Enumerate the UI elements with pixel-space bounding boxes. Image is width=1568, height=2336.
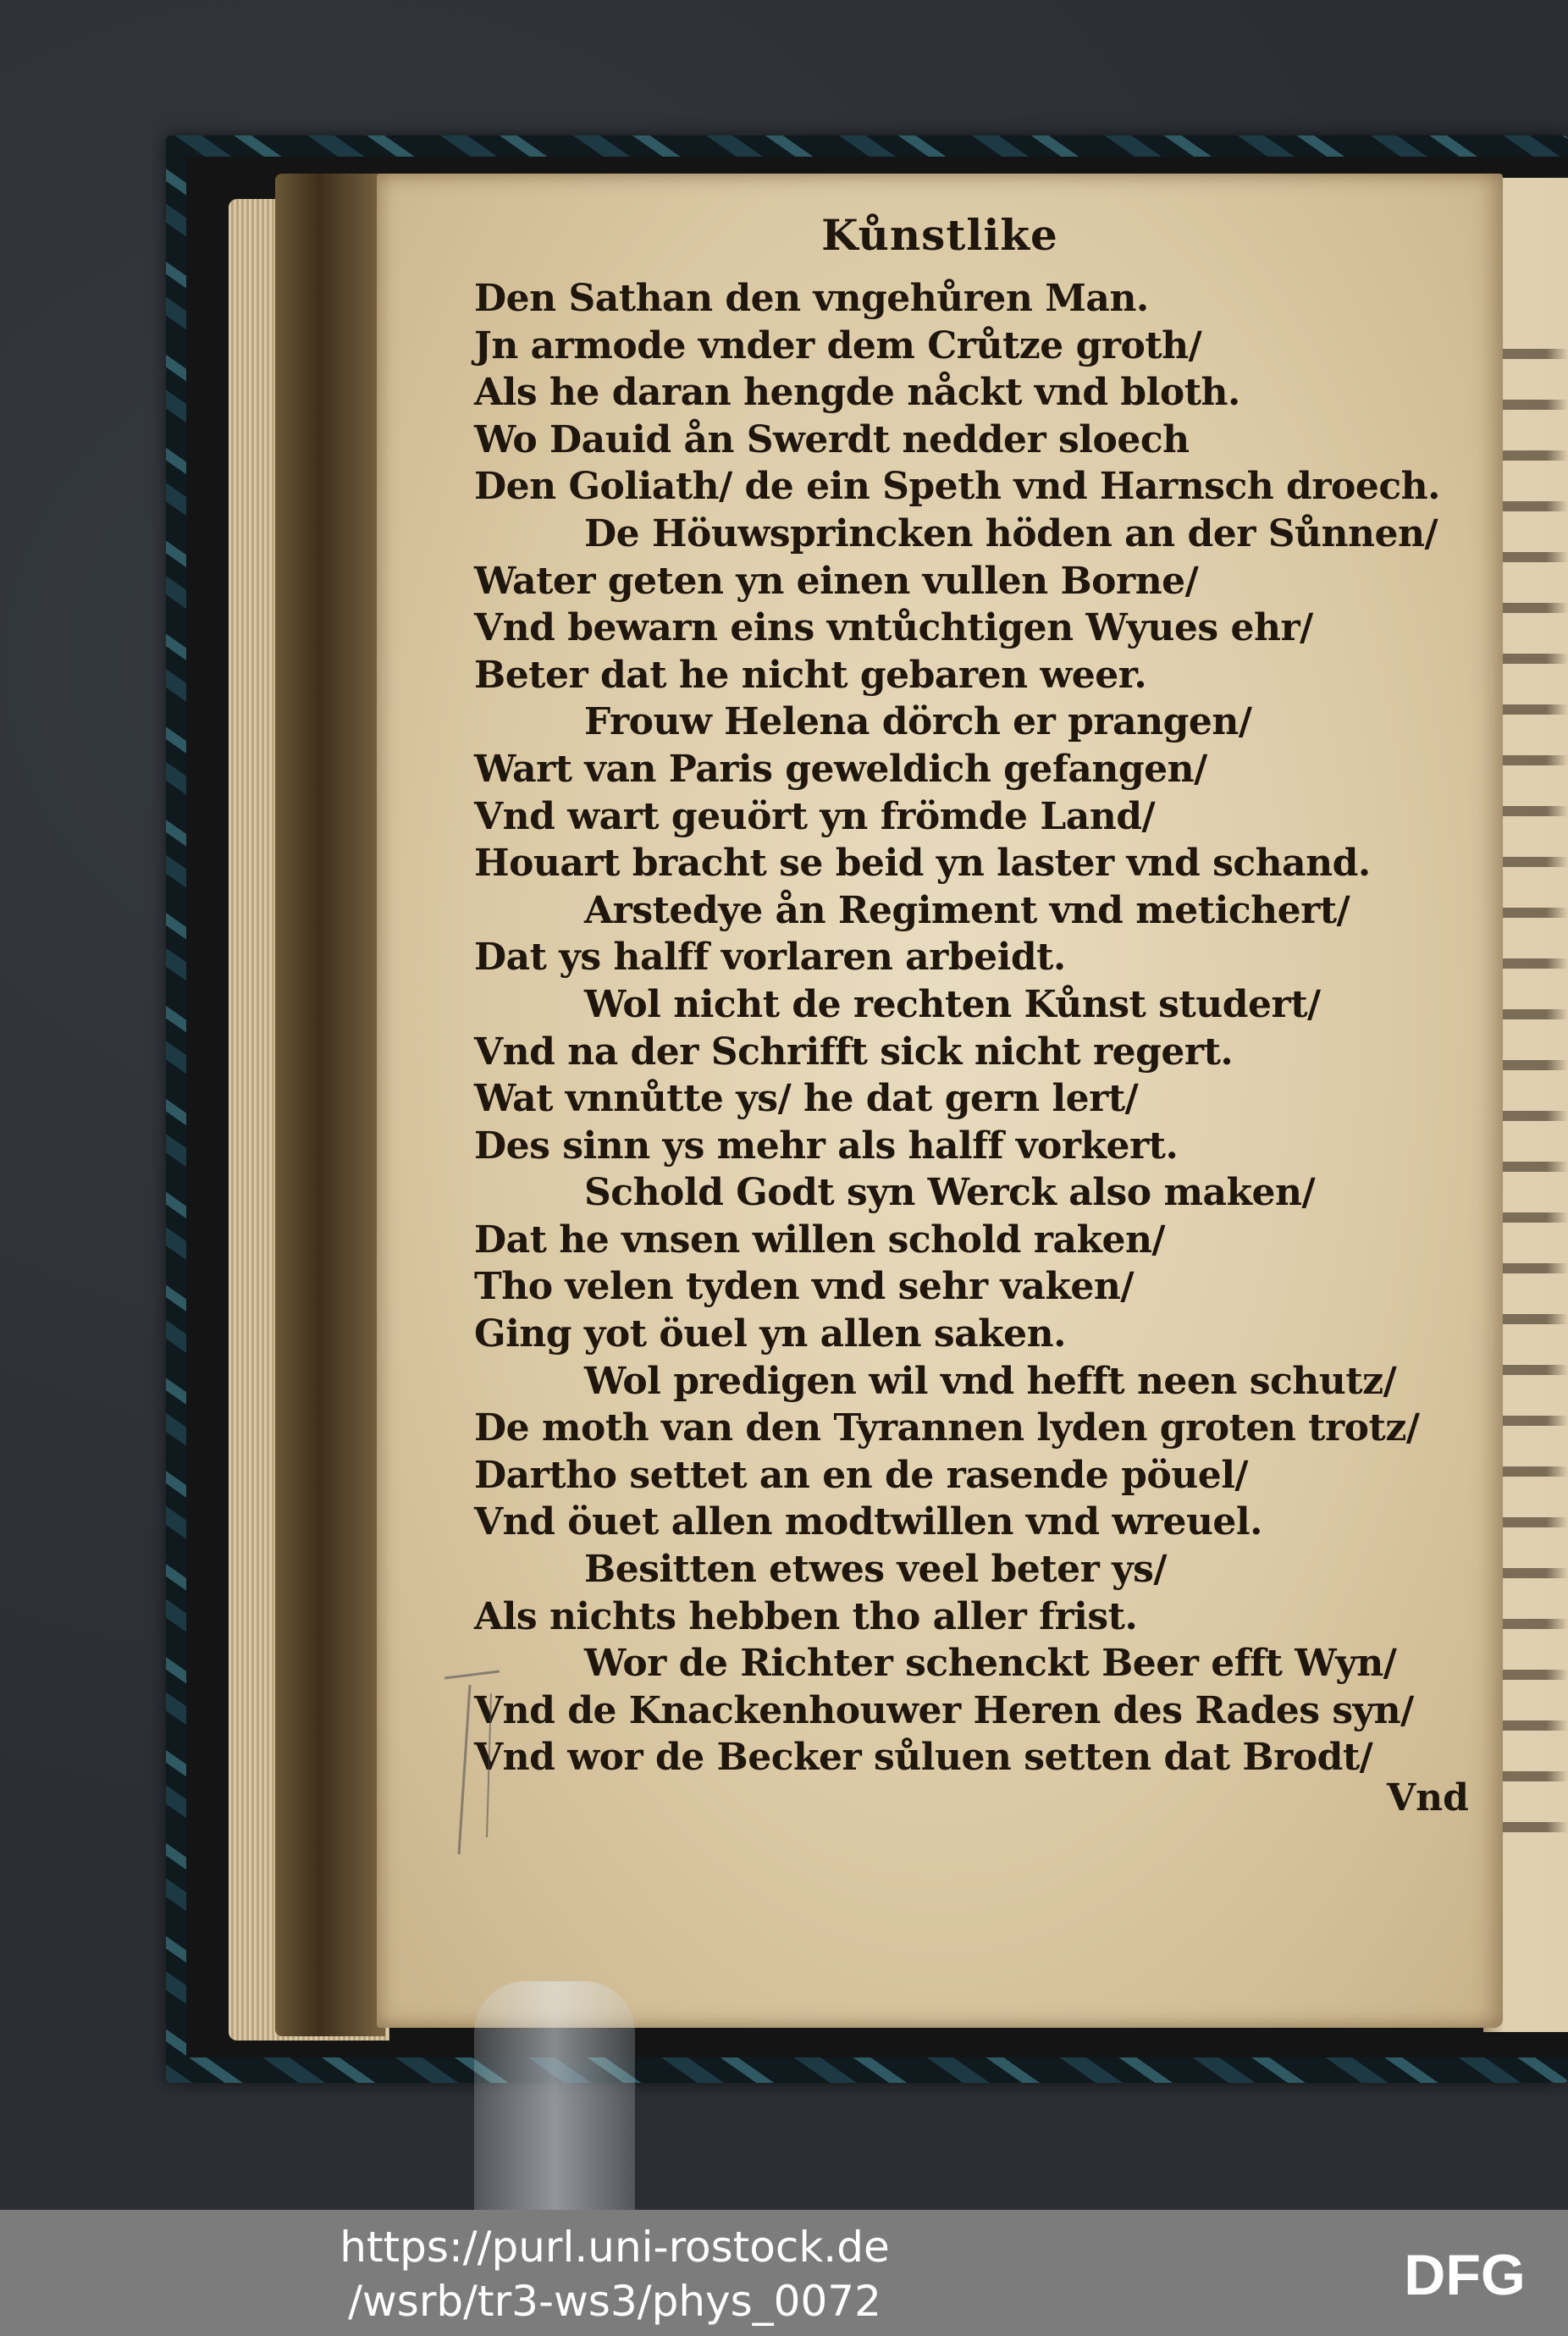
text-line: Den Goliath/ de ein Speth vnd Harnsch droech. (474, 465, 1440, 509)
text-line: Dat he vnsen willen schold raken/ (474, 1218, 1165, 1262)
text-line: Vnd na der Schrifft sick nicht regert. (474, 1030, 1234, 1074)
dfg-logo (1380, 2245, 1549, 2305)
text-line: Frouw Helena dörch er prangen/ (584, 700, 1252, 744)
text-line: Vnd wart geuört yn frömde Land/ (474, 794, 1156, 838)
text-line: Houart bracht se beid yn laster vnd schand. (474, 842, 1371, 886)
text-line: Vnd öuet allen modtwillen vnd wreuel. (474, 1500, 1262, 1544)
text-line: Wo Dauid ån Swerdt nedder sloech (474, 417, 1190, 461)
text-line: Tho velen tyden vnd sehr vaken/ (474, 1265, 1134, 1309)
text-line: Dat ys halff vorlaren arbeidt. (474, 936, 1066, 980)
text-line: Schold Godt syn Werck also maken/ (584, 1171, 1316, 1215)
text-line: Besitten etwes veel beter ys/ (584, 1548, 1167, 1592)
text-line: Wor de Richter schenckt Beer efft Wyn/ (584, 1642, 1397, 1686)
text-line: Jn armode vnder dem Crůtze groth/ (474, 323, 1202, 367)
facing-page-text-fragment (1497, 322, 1568, 1846)
text-line: Wart van Paris geweldich gefangen/ (474, 747, 1207, 791)
text-line: Als he daran hengde nåckt vnd bloth. (474, 371, 1240, 415)
text-line: Beter dat he nicht gebaren weer. (474, 653, 1147, 697)
text-line: Wat vnnůtte ys/ he dat gern lert/ (474, 1077, 1139, 1121)
text-line: Vnd wor de Becker sůluen setten dat Brodt/ (474, 1736, 1373, 1780)
text-line: De Höuwsprincken höden an der Sůnnen/ (584, 511, 1438, 555)
text-line: Ging yot öuel yn allen saken. (474, 1312, 1066, 1356)
text-line: Des sinn ys mehr als halff vorkert. (474, 1124, 1179, 1168)
svg-text:DFG: DFG (1404, 2245, 1526, 2305)
text-line: Vnd de Knackenhouwer Heren des Rades syn/ (474, 1688, 1414, 1732)
page-gutter-shadow (275, 174, 385, 2036)
text-line: Den Sathan den vngehůren Man. (474, 277, 1149, 320)
text-line: Wol nicht de rechten Kůnst studert/ (584, 982, 1321, 1026)
page-holder-clip (474, 1981, 635, 2210)
text-line: Arstedye ån Regiment vnd metichert/ (584, 888, 1350, 932)
catchword: Vnd (1387, 1776, 1469, 1820)
text-line: Water geten yn einen vullen Borne/ (474, 559, 1199, 603)
permalink[interactable] (0, 2220, 1229, 2328)
running-head: Kůnstlike (821, 210, 1058, 260)
pencil-mark (440, 1668, 508, 1863)
permalink-line-2[interactable]: /wsrb/tr3-ws3/phys_0072 (348, 2277, 881, 2326)
permalink-line-1[interactable]: https://purl.uni-rostock.de (340, 2223, 890, 2272)
text-line: Wol predigen wil vnd hefft neen schutz/ (584, 1359, 1397, 1403)
text-line: De moth van den Tyrannen lyden groten trotz/ (474, 1406, 1420, 1450)
poem-text-block (474, 275, 1473, 1781)
text-line: Dartho settet an en de rasende pöuel/ (474, 1453, 1248, 1497)
text-line: Als nichts hebben tho aller frist. (474, 1594, 1138, 1638)
text-line: Vnd bewarn eins vntůchtigen Wyues ehr/ (474, 606, 1313, 650)
